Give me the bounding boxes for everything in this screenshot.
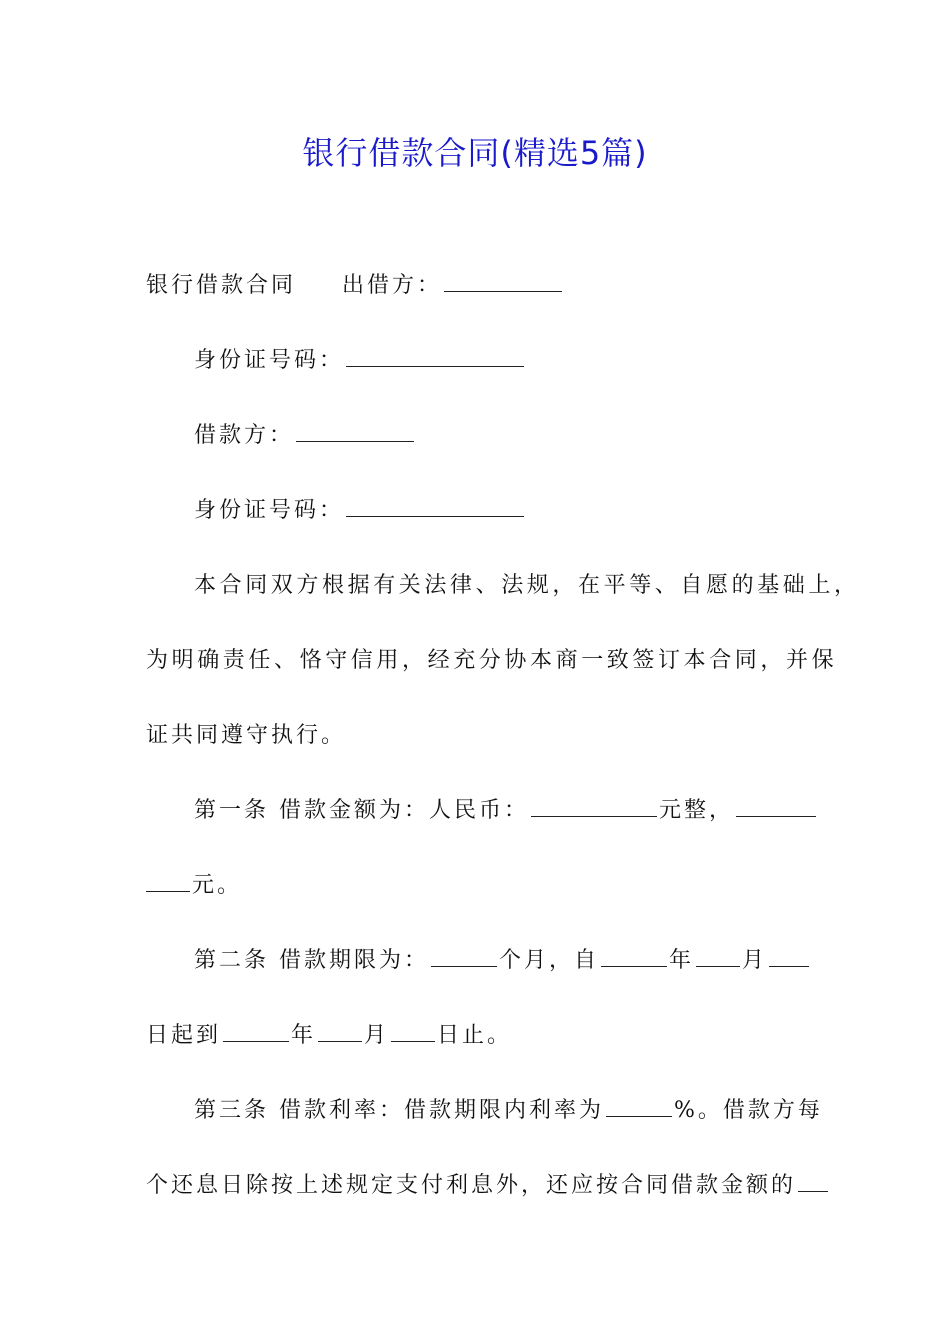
article-1-line-1 — [194, 796, 818, 826]
amount-figures-blank-2 — [146, 871, 190, 892]
preamble-line-1: 本合同双方根据有关法律、法规，在平等、自愿的基础上， — [194, 573, 860, 598]
article-2-day-end: 日止。 — [437, 1023, 513, 1048]
lender-blank — [444, 271, 562, 292]
header-line — [146, 271, 564, 301]
borrower-line — [194, 421, 416, 451]
article-3-line-1 — [194, 1096, 823, 1126]
amount-words-blank — [531, 796, 657, 817]
end-month-blank — [318, 1021, 362, 1042]
article-1-prefix: 第一条 借款金额为：人民币： — [194, 798, 529, 823]
penalty-rate-blank — [798, 1171, 828, 1192]
interest-rate-blank — [606, 1096, 672, 1117]
end-day-blank — [391, 1021, 435, 1042]
lender-label: 出借方： — [342, 273, 443, 298]
document-title: 银行借款合同(精选5篇) — [302, 134, 648, 172]
amount-figures-blank-1 — [736, 796, 816, 817]
borrower-id-blank — [346, 496, 524, 517]
article-1-line-2 — [146, 871, 242, 901]
preamble-line-2: 为明确责任、恪守信用，经充分协本商一致签订本合同，并保 — [146, 648, 838, 673]
article-2-line-2 — [146, 1021, 512, 1051]
article-2-line-1 — [194, 946, 811, 976]
lender-id-label: 身份证号码： — [194, 348, 345, 373]
article-2-year2: 年 — [291, 1023, 317, 1048]
article-2-months: 个月，自 — [499, 948, 600, 973]
preamble-line-3: 证共同遵守执行。 — [146, 723, 347, 748]
contract-label: 银行借款合同 — [146, 273, 297, 298]
borrower-id-line — [194, 496, 526, 526]
article-2-day-from: 日起到 — [146, 1023, 222, 1048]
article-3-prefix: 第三条 借款利率：借款期限内利率为 — [194, 1098, 604, 1123]
article-1-yuan-zheng: 元整， — [659, 798, 735, 823]
start-day-blank — [769, 946, 809, 967]
borrower-id-label: 身份证号码： — [194, 498, 345, 523]
article-2-prefix: 第二条 借款期限为： — [194, 948, 429, 973]
months-blank — [431, 946, 497, 967]
borrower-label: 借款方： — [194, 423, 295, 448]
lender-id-blank — [346, 346, 524, 367]
article-3-line-2 — [146, 1171, 830, 1201]
article-1-yuan-end: 元。 — [192, 873, 243, 898]
start-year-blank — [601, 946, 667, 967]
article-3-line-2-text: 个还息日除按上述规定支付利息外，还应按合同借款金额的 — [146, 1173, 797, 1198]
borrower-blank — [296, 421, 414, 442]
start-month-blank — [696, 946, 740, 967]
lender-id-line — [194, 346, 526, 376]
article-3-percent-rest: %。借款方每 — [674, 1098, 823, 1123]
article-2-year: 年 — [669, 948, 695, 973]
article-2-month2: 月 — [364, 1023, 390, 1048]
end-year-blank — [223, 1021, 289, 1042]
article-2-month: 月 — [742, 948, 768, 973]
